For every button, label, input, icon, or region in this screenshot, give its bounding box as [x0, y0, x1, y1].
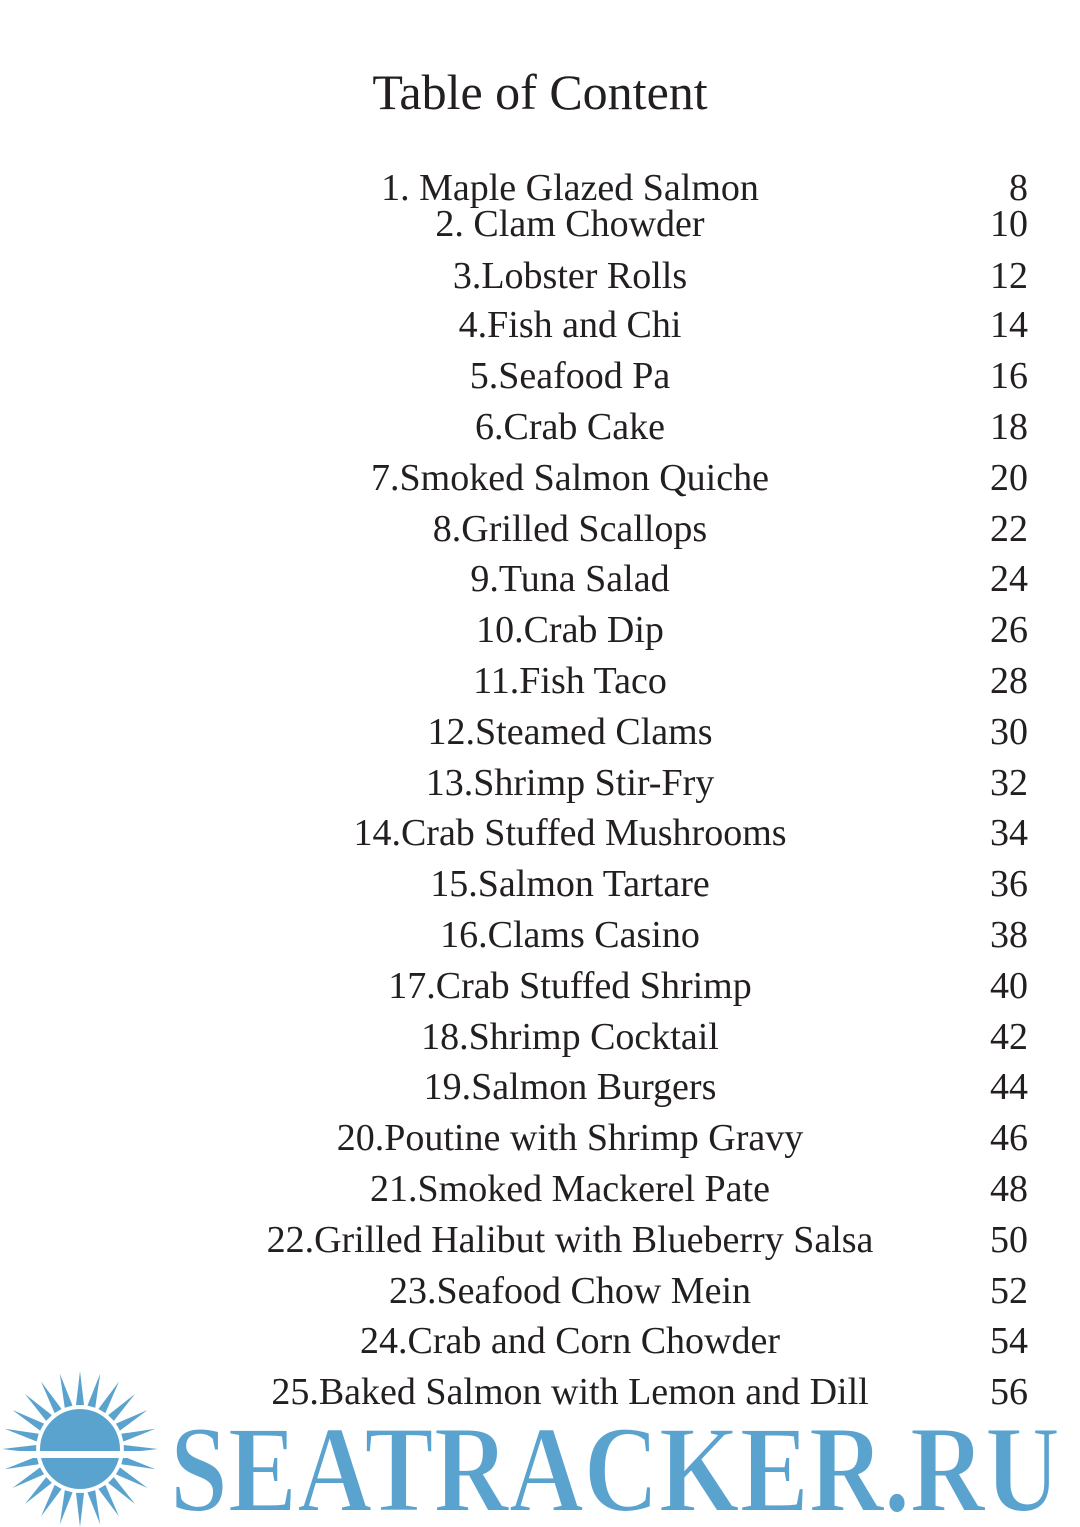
- toc-entry-label: 13.Shrimp Stir-Fry: [425, 762, 715, 804]
- toc-entry: [0, 403, 1080, 451]
- sun-ray: [121, 1456, 155, 1469]
- toc-entry-label: 16.Clams Casino: [440, 914, 700, 956]
- toc-entry: [0, 301, 1080, 349]
- sun-ray: [25, 1477, 52, 1504]
- toc-entry-page: 18: [990, 406, 1028, 448]
- sun-ray: [76, 1371, 84, 1405]
- toc-entry-page: 30: [990, 711, 1028, 753]
- sun-ray: [116, 1467, 148, 1488]
- toc-entry: [0, 200, 1080, 248]
- toc-entry-page: 52: [990, 1270, 1028, 1312]
- toc-entry-label: 14.Crab Stuffed Mushrooms: [353, 812, 787, 854]
- toc-entry-page: 54: [990, 1320, 1028, 1362]
- toc-entry-label: 17.Crab Stuffed Shrimp: [388, 965, 752, 1007]
- toc-entry-page: 36: [990, 863, 1028, 905]
- toc-entry-label: 20.Poutine with Shrimp Gravy: [336, 1117, 804, 1159]
- toc-entry-page: 28: [990, 660, 1028, 702]
- sun-ray: [76, 1493, 84, 1527]
- sun-ray: [60, 1490, 73, 1524]
- toc-entry: [0, 1267, 1080, 1315]
- toc-entry-page: 20: [990, 457, 1028, 499]
- sun-ray: [41, 1485, 62, 1517]
- sun-ray: [121, 1429, 155, 1442]
- toc-entry-page: 32: [990, 762, 1028, 804]
- toc-entry: [0, 657, 1080, 705]
- toc-entry: [0, 1317, 1080, 1365]
- toc-entry-page: 24: [990, 558, 1028, 600]
- toc-entry: [0, 454, 1080, 502]
- sun-ray: [98, 1381, 119, 1413]
- toc-entry-label: 1. Maple Glazed Salmon: [381, 167, 759, 209]
- toc-entry-page: 56: [990, 1371, 1028, 1413]
- toc-entry: [0, 860, 1080, 908]
- toc-entry: [0, 1063, 1080, 1111]
- sun-ray: [108, 1394, 135, 1421]
- toc-entry-page: 44: [990, 1066, 1028, 1108]
- watermark-text: SEATRACKER.RU: [170, 1401, 1060, 1527]
- toc-entry-label: 11.Fish Taco: [473, 660, 667, 702]
- toc-entry-label: 25.Baked Salmon with Lemon and Dill: [271, 1371, 869, 1413]
- toc-entry-label: 18.Shrimp Cocktail: [421, 1016, 719, 1058]
- watermark-graphic: [0, 1365, 1080, 1527]
- sun-over-water-icon: [0, 1371, 165, 1527]
- toc-entry-page: 26: [990, 609, 1028, 651]
- toc-entry: [0, 1165, 1080, 1213]
- toc-entry-page: 50: [990, 1219, 1028, 1261]
- toc-entry: [0, 962, 1080, 1010]
- toc-entry-page: 16: [990, 355, 1028, 397]
- toc-entry-page: 14: [990, 304, 1028, 346]
- toc-entry-label: 3.Lobster Rolls: [452, 255, 688, 297]
- toc-entry-page: 40: [990, 965, 1028, 1007]
- toc-entry: [0, 1216, 1080, 1264]
- toc-entry: [0, 708, 1080, 756]
- toc-entry-page: 38: [990, 914, 1028, 956]
- toc-entry-label: 21.Smoked Mackerel Pate: [370, 1168, 770, 1210]
- toc-entry-label: 6.Crab Cake: [475, 406, 665, 448]
- toc-entry-page: 34: [990, 812, 1028, 854]
- toc-entry-label: 24.Crab and Corn Chowder: [359, 1320, 781, 1362]
- toc-entry-label: 10.Crab Dip: [476, 609, 664, 651]
- toc-entry-page: 46: [990, 1117, 1028, 1159]
- sun-ray: [108, 1477, 135, 1504]
- toc-entry-page: 8: [1009, 167, 1028, 209]
- toc-entry-label: 8.Grilled Scallops: [432, 508, 708, 550]
- watermark: [0, 1365, 1080, 1527]
- sun-ray: [5, 1429, 39, 1442]
- toc-entry: [0, 352, 1080, 400]
- toc-entry: [0, 252, 1080, 300]
- toc-entry: [0, 1114, 1080, 1162]
- toc-entry-label: 4.Fish and Chi: [458, 304, 682, 346]
- toc-entry: [0, 555, 1080, 603]
- toc-entry: [0, 505, 1080, 553]
- toc-entry: [0, 809, 1080, 857]
- toc-entry: [0, 759, 1080, 807]
- toc-entry: [0, 911, 1080, 959]
- toc-entry-label: 9.Tuna Salad: [470, 558, 670, 600]
- sun-ray: [41, 1381, 62, 1413]
- toc-entry-label: 12.Steamed Clams: [427, 711, 713, 753]
- toc-entry-page: 22: [990, 508, 1028, 550]
- sun-ray: [25, 1394, 52, 1421]
- sun-ray: [12, 1467, 44, 1488]
- toc-entry-page: 42: [990, 1016, 1028, 1058]
- toc-entry-label: 2. Clam Chowder: [435, 203, 705, 245]
- toc-entry: [0, 606, 1080, 654]
- sun-ray: [5, 1456, 39, 1469]
- sun-ray: [12, 1410, 44, 1431]
- page-title: Table of Content: [372, 64, 708, 120]
- toc-entry-label: 19.Salmon Burgers: [423, 1066, 717, 1108]
- toc-entry-page: 10: [990, 203, 1028, 245]
- toc-entry-label: 15.Salmon Tartare: [430, 863, 710, 905]
- toc-entry-label: 5.Seafood Pa: [469, 355, 671, 397]
- sun-ray: [116, 1410, 148, 1431]
- sun-ray: [98, 1485, 119, 1517]
- toc-entry-page: 12: [990, 255, 1028, 297]
- sun-ray: [60, 1374, 73, 1408]
- sun-ray: [87, 1374, 100, 1408]
- sun-ray: [87, 1490, 100, 1524]
- toc-entry-label: 23.Seafood Chow Mein: [388, 1270, 752, 1312]
- toc-entry-page: 48: [990, 1168, 1028, 1210]
- toc-entry-label: 7.Smoked Salmon Quiche: [371, 457, 769, 499]
- toc-entry: [0, 1013, 1080, 1061]
- toc-entry-label: 22.Grilled Halibut with Blueberry Salsa: [266, 1219, 874, 1261]
